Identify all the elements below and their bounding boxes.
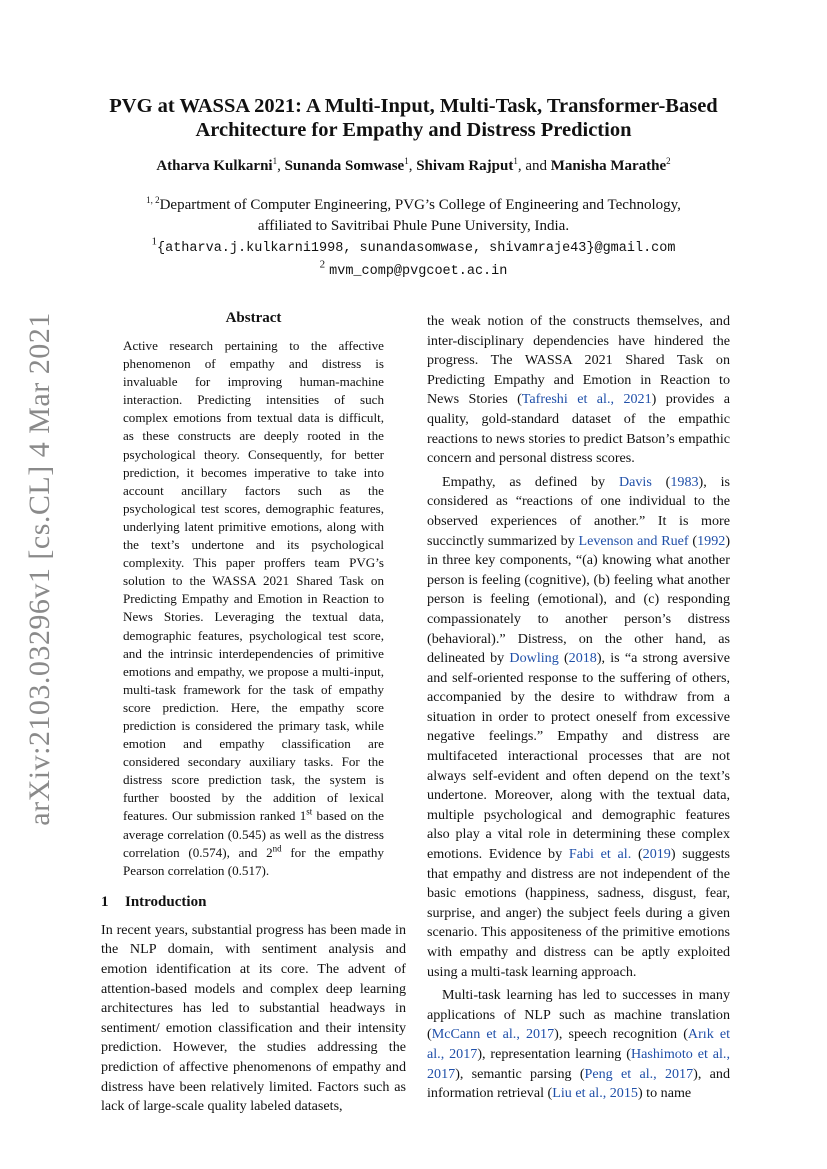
author-1: Atharva Kulkarni (156, 158, 273, 174)
email-1: {atharva.j.kulkarni1998, sunandasomwase, shivamraje43}@gmail.com (157, 241, 676, 256)
arxiv-stamp: arXiv:2103.03296v1 [cs.CL] 4 Mar 2021 (23, 312, 56, 826)
abstract-heading: Abstract (225, 310, 282, 326)
citation-link[interactable]: Levenson and Ruef (578, 532, 689, 549)
title-line-1: PVG at WASSA 2021: A Multi-Input, Multi-Task, Transformer-Based (109, 95, 718, 117)
citation-link[interactable]: Dowling (509, 650, 559, 667)
citation-link[interactable]: Arık et al., 2017 (427, 1026, 731, 1062)
citation-year-link[interactable]: 1983 (670, 473, 699, 490)
paper-title (90, 94, 737, 142)
paragraph-1: the weak notion of the constructs themselves, and inter-disciplinary dependencies have hindered the progress. The WASSA 2021 Shared Task on Predicting Empathy and Emotion in Reaction to News Stories (Tafreshi et al., 2021) provides a quality, gold-standard dataset of the empathic reactions to news stories to predict Batson’s empathic concern and personal distress scores. (427, 313, 730, 467)
abstract-body: Active research pertaining to the affective phenomenon of empathy and distress is invaluable for improving human-machine interaction. Predicting intensities of such complex emotions from textual data is difficult, as these constructs are deeply rooted in the psychological theory. Consequently, for better prediction, it becomes imperative to take into account ancillary factors such as the psychological test scores, demographic features, underlying latent primitive emotions, along with the text’s undertone and its psychological complexity. This paper proffers team PVG’s solution to the WASSA 2021 Shared Task on Predicting Empathy and Emotion in Reaction to News Stories. Leveraging the textual data, demographic features, psychological test score, and the intrinsic interdependencies of primitive emotions and empathy, we propose a multi-input, multi-task framework for the task of empathy score prediction. Here, the empathy score prediction is considered the primary task, while emotion and empathy classification are considered secondary auxiliary tasks. For the distress score prediction task, the system is further boosted by the addition of lexical features. Our submission ranked 1st based on the average correlation (0.545) as well as the distress correlation (0.574), and 2nd for the empathy Pearson correlation (0.517). (123, 338, 385, 878)
citation-link[interactable]: Peng et al., 2017 (584, 1065, 694, 1082)
citation-link[interactable]: McCann et al., 2017 (431, 1026, 555, 1043)
author-3: Shivam Rajput (416, 158, 514, 174)
title-line-2: Architecture for Empathy and Distress Prediction (195, 119, 632, 141)
intro-paragraph: In recent years, substantial progress has been made in the NLP domain, with sentiment analysis and emotion identification at its core. The advent of attention-based models and complex deep learning architectures has led to substantial headways in sentiment/ emotion classification and their intensity prediction. However, the studies addressing the prediction of affective phenomenons of empathy and distress have been relatively limited. Factors such as lack of large-scale quality labeled datasets, (101, 921, 406, 1115)
right-column (427, 312, 730, 1104)
paragraph-3: Multi-task learning has led to successes in many applications of NLP such as machine translation (McCann et al., 2017), speech recognition (Arık et al., 2017), representation learning (Hashimoto et al., 2017), semantic parsing (Peng et al., 2017), and information retrieval (Liu et al., 2015) to name (427, 987, 731, 1102)
paragraph-2: Empathy, as defined by Davis (1983), is considered as “reactions of one individual to the observed experiences of another.” It is more succinctly summarized by Levenson and Ruef (1992) in three key components, “(a) knowing what another person is feeling (cognitive), (b) feeling what another person is feeling (emotional), and (c) responding compassionately to another person’s distress (behavioral).” Distress, on the other hand, as delineated by Dowling (2018), is “a strong aversive and self-oriented response to the suffering of others, accompanied by the desire to withdraw from a situation in order to protect oneself from excessive negative feelings.” Empathy and distress are multifaceted interactional processes that are not always self-evident and often depend on the text’s undertone. Moreover, along with the textual data, multiple psychological and demographic features also play a vital role in determining these complex emotions. Evidence by Fabi et al. (2019) suggests that empathy and distress are not independent of the basic emotions (happiness, sadness, disgust, fear, surprise, and anger) the subject feels during a given scenario. This appositeness of the primitive emotions with empathy and distress can be aptly exploited using a multi-task learning approach. (427, 473, 731, 980)
email-block: $^1${atharva.j.kulkarni1998, sunandasomwase, shivamraje43}@gmail.com $^2$ mvm_comp@pvgcoet.ac.in (151, 235, 676, 279)
affiliation: $^{1, 2}$Department of Computer Engineering, PVG’s College of Engineering and Technology, affiliated to Savitribai Phule Pune University, India. (146, 195, 681, 234)
citation-link[interactable]: Tafreshi et al., 2021 (521, 391, 652, 408)
author-2: Sunanda Somwase (284, 158, 405, 174)
section-heading-introduction: 1 Introduction (101, 893, 207, 910)
citation-link[interactable]: Liu et al., 2015 (552, 1085, 638, 1102)
citation-year-link[interactable]: 2018 (568, 650, 597, 667)
citation-year-link[interactable]: 1992 (697, 532, 726, 549)
citation-link[interactable]: Fabi et al. (568, 846, 632, 863)
citation-link[interactable]: Hashimoto et al., 2017 (427, 1045, 730, 1082)
author-list: Atharva Kulkarni$^1$, Sunanda Somwase$^1$, Shivam Rajput$^1$, and Manisha Marathe$^2$ (156, 156, 671, 174)
citation-year-link[interactable]: 2019 (642, 846, 671, 863)
email-2: mvm_comp@pvgcoet.ac.in (329, 264, 508, 279)
left-column (101, 310, 406, 1117)
author-4: Manisha Marathe (550, 158, 667, 174)
citation-link[interactable]: Davis (618, 473, 652, 490)
